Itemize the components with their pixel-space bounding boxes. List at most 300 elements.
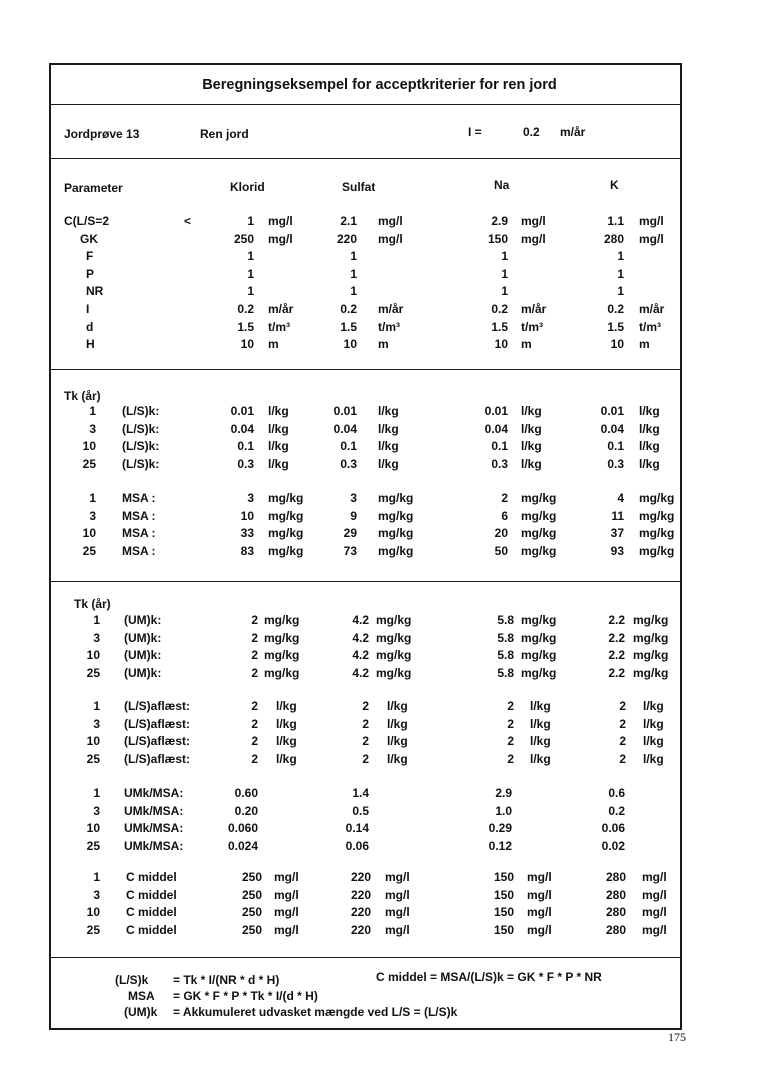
cell-unit: m <box>639 337 650 352</box>
tk-value: 25 <box>82 543 96 558</box>
aflaest-label: (L/S)aflæst: <box>124 716 190 731</box>
c-middel-label: C middel <box>126 905 177 919</box>
cell-unit: mg/kg <box>521 526 557 540</box>
tk-value: 10 <box>86 648 100 662</box>
cell-value: 220 <box>350 922 371 937</box>
cell-unit: m <box>378 337 389 352</box>
cell-value: 2.9 <box>491 214 508 228</box>
cell-value: 250 <box>241 870 262 884</box>
tk-value: 10 <box>86 821 100 835</box>
cell-value: 0.01 <box>600 404 624 418</box>
cell-value: 0.6 <box>608 786 625 800</box>
cell-unit: mg/l <box>385 887 410 902</box>
column-header-k: K <box>610 178 619 192</box>
divider-section3 <box>51 957 680 958</box>
msa-label: MSA : <box>122 526 156 540</box>
cell-unit: mg/l <box>642 922 667 937</box>
cell-unit: mg/l <box>521 231 546 246</box>
tk-value: 25 <box>86 922 100 937</box>
cell-value: 0.2 <box>340 302 357 316</box>
tk-value: 10 <box>82 439 96 453</box>
cell-unit: l/kg <box>387 751 408 766</box>
cell-value: 2 <box>251 613 258 627</box>
cell-unit: mg/l <box>521 214 546 228</box>
parameter-label: d <box>86 319 94 334</box>
cell-value: 0.06 <box>601 821 625 835</box>
cell-value: 1 <box>247 214 254 228</box>
cell-unit: l/kg <box>643 751 664 766</box>
ls-label: (L/S)k: <box>122 404 160 418</box>
cell-value: 220 <box>350 905 371 919</box>
ratio-label: UMk/MSA: <box>124 803 184 818</box>
cell-unit: l/kg <box>643 699 664 713</box>
tk-value: 10 <box>82 526 96 540</box>
cell-value: 2 <box>251 734 258 748</box>
column-header-klorid: Klorid <box>230 180 265 194</box>
cell-unit: l/kg <box>378 439 399 453</box>
cell-unit: mg/kg <box>521 665 557 680</box>
msa-label: MSA : <box>122 543 156 558</box>
cell-unit: mg/kg <box>633 613 669 627</box>
cell-value: 20 <box>494 526 508 540</box>
cell-unit: l/kg <box>521 404 542 418</box>
cell-value: 2 <box>619 716 626 731</box>
divider-title <box>51 104 680 105</box>
cell-unit: mg/l <box>527 870 552 884</box>
page-title: Beregningseksempel for acceptkriterier for ren jord <box>202 77 557 93</box>
cell-value: 0.02 <box>601 838 625 853</box>
cell-value: 0.024 <box>227 838 258 853</box>
cell-value: 1 <box>247 249 254 264</box>
cell-unit: mg/kg <box>264 665 300 680</box>
divider-header <box>51 158 680 159</box>
cell-value: 250 <box>233 231 254 246</box>
cell-unit: m/år <box>639 302 665 316</box>
cell-value: 5.8 <box>497 630 514 645</box>
cell-value: 0.3 <box>237 456 254 471</box>
cell-value: 33 <box>240 526 254 540</box>
cell-unit: mg/kg <box>521 491 557 505</box>
formula-ls-eq: = Tk * I/(NR * d * H) <box>173 973 280 987</box>
cell-value: 150 <box>493 887 514 902</box>
cell-value: 1 <box>350 266 357 281</box>
cell-value: 150 <box>493 905 514 919</box>
cell-value: 280 <box>605 870 626 884</box>
cell-value: 1.5 <box>491 319 508 334</box>
cell-unit: l/kg <box>378 456 399 471</box>
cell-unit: l/kg <box>639 439 660 453</box>
cell-value: 4.2 <box>352 665 369 680</box>
tk-value: 1 <box>93 613 100 627</box>
cell-value: 1 <box>617 266 624 281</box>
cell-value: 1 <box>617 249 624 264</box>
tk-value: 1 <box>89 404 96 418</box>
cell-unit: l/kg <box>387 699 408 713</box>
cell-value: 1 <box>617 284 624 299</box>
cell-value: 2 <box>362 751 369 766</box>
cell-value: 6 <box>501 508 508 523</box>
cell-unit: l/kg <box>530 716 551 731</box>
cell-unit: t/m³ <box>639 319 661 334</box>
cell-value: 0.2 <box>237 302 254 316</box>
formula-ls-label: (L/S)k <box>115 973 149 987</box>
cell-value: 1.1 <box>607 214 624 228</box>
um-label: (UM)k: <box>124 665 162 680</box>
cell-value: 1.0 <box>495 803 512 818</box>
cell-unit: mg/kg <box>378 543 414 558</box>
cell-value: 0.04 <box>600 421 624 436</box>
cell-unit: l/kg <box>521 421 542 436</box>
cell-unit: mg/kg <box>633 648 669 662</box>
cell-value: 2 <box>501 491 508 505</box>
cell-value: 10 <box>494 337 508 352</box>
cell-unit: mg/kg <box>521 543 557 558</box>
cell-unit: m/år <box>268 302 294 316</box>
tk-value: 3 <box>93 803 100 818</box>
cell-value: 280 <box>605 922 626 937</box>
cell-value: 1 <box>350 249 357 264</box>
cell-unit: m <box>521 337 532 352</box>
cell-value: 0.01 <box>484 404 508 418</box>
cell-unit: l/kg <box>268 421 289 436</box>
cell-unit: mg/l <box>642 905 667 919</box>
cell-unit: mg/kg <box>376 665 412 680</box>
cell-unit: l/kg <box>268 404 289 418</box>
cell-value: 0.2 <box>491 302 508 316</box>
cell-unit: l/kg <box>387 716 408 731</box>
cell-value: 250 <box>241 887 262 902</box>
cell-value: 1.4 <box>352 786 369 800</box>
parameter-label: C(L/S=2 <box>64 214 110 228</box>
tk-value: 3 <box>93 716 100 731</box>
tk-value: 1 <box>93 786 100 800</box>
column-header-parameter: Parameter <box>64 181 123 195</box>
cell-value: 0.3 <box>607 456 624 471</box>
cell-value: 250 <box>241 905 262 919</box>
infiltration-unit: m/år <box>560 125 586 139</box>
cell-value: 2 <box>251 751 258 766</box>
soil-type: Ren jord <box>200 127 249 141</box>
ratio-label: UMk/MSA: <box>124 786 184 800</box>
tk-value: 25 <box>86 838 100 853</box>
cell-value: 0.60 <box>234 786 258 800</box>
tk-value: 1 <box>89 491 96 505</box>
cell-value: 4.2 <box>352 613 369 627</box>
ratio-label: UMk/MSA: <box>124 838 184 853</box>
cell-unit: mg/kg <box>268 526 304 540</box>
cell-value: 2 <box>362 716 369 731</box>
cell-unit: l/kg <box>378 404 399 418</box>
cell-unit: l/kg <box>276 734 297 748</box>
cell-unit: mg/kg <box>639 508 675 523</box>
infiltration-label: I = <box>468 125 482 139</box>
parameter-label: H <box>86 337 95 352</box>
cell-unit: mg/l <box>527 922 552 937</box>
cell-value: 0.01 <box>230 404 254 418</box>
cell-value: 1.5 <box>607 319 624 334</box>
cell-unit: m <box>268 337 279 352</box>
parameter-label: I <box>86 302 90 316</box>
msa-label: MSA : <box>122 491 156 505</box>
um-label: (UM)k: <box>124 648 162 662</box>
cell-value: 0.2 <box>607 302 624 316</box>
cell-value: 4 <box>617 491 624 505</box>
ls-label: (L/S)k: <box>122 439 160 453</box>
cell-value: 11 <box>611 508 624 523</box>
cell-value: 280 <box>605 905 626 919</box>
parameter-label: GK <box>80 231 98 246</box>
tk-label-section2: Tk (år) <box>64 389 101 403</box>
cell-value: 2 <box>251 665 258 680</box>
cell-value: 9 <box>350 508 357 523</box>
cell-value: 1 <box>501 266 508 281</box>
cell-value: 2 <box>362 734 369 748</box>
ls-label: (L/S)k: <box>122 456 160 471</box>
cell-value: 220 <box>336 231 357 246</box>
cell-value: 1 <box>350 284 357 299</box>
cell-unit: mg/kg <box>376 630 412 645</box>
cell-value: 280 <box>603 231 624 246</box>
tk-value: 1 <box>93 870 100 884</box>
cell-unit: l/kg <box>268 456 289 471</box>
cell-value: 0.060 <box>227 821 258 835</box>
cell-unit: mg/l <box>385 870 410 884</box>
cell-unit: mg/kg <box>378 491 414 505</box>
cell-value: 0.1 <box>607 439 624 453</box>
cell-value: 220 <box>350 887 371 902</box>
cell-unit: l/kg <box>387 734 408 748</box>
formula-c-middel: C middel = MSA/(L/S)k = GK * F * P * NR <box>376 970 602 984</box>
cell-unit: mg/kg <box>376 613 412 627</box>
cell-unit: mg/l <box>642 887 667 902</box>
cell-unit: mg/kg <box>268 491 304 505</box>
cell-unit: mg/kg <box>268 543 304 558</box>
cell-value: 0.3 <box>491 456 508 471</box>
tk-value: 25 <box>86 751 100 766</box>
cell-unit: l/kg <box>378 421 399 436</box>
cell-value: 2 <box>619 751 626 766</box>
tk-value: 10 <box>86 734 100 748</box>
divider-params <box>51 369 680 370</box>
cell-unit: mg/kg <box>521 613 557 627</box>
cell-value: 5.8 <box>497 613 514 627</box>
cell-value: 29 <box>343 526 357 540</box>
cell-value: 10 <box>610 337 624 352</box>
aflaest-label: (L/S)aflæst: <box>124 699 190 713</box>
cell-unit: l/kg <box>521 456 542 471</box>
cell-value: 2.9 <box>495 786 512 800</box>
cell-unit: l/kg <box>639 456 660 471</box>
cell-unit: l/kg <box>276 699 297 713</box>
tk-label-section3: Tk (år) <box>74 597 111 611</box>
cell-unit: mg/kg <box>376 648 412 662</box>
cell-value: 2.2 <box>608 613 625 627</box>
c-middel-label: C middel <box>126 922 177 937</box>
cell-value: 2 <box>251 648 258 662</box>
cell-value: 37 <box>610 526 624 540</box>
cell-value: 1 <box>247 284 254 299</box>
cell-unit: mg/l <box>268 231 293 246</box>
cell-unit: l/kg <box>276 751 297 766</box>
cell-unit: l/kg <box>639 421 660 436</box>
cell-value: 1.5 <box>237 319 254 334</box>
cell-unit: l/kg <box>643 734 664 748</box>
cell-unit: mg/kg <box>378 508 414 523</box>
cell-value: 10 <box>240 337 254 352</box>
cell-unit: l/kg <box>276 716 297 731</box>
cell-unit: mg/l <box>642 870 667 884</box>
tk-value: 3 <box>89 508 96 523</box>
cell-unit: mg/kg <box>378 526 414 540</box>
cell-value: 2.2 <box>608 648 625 662</box>
cell-value: 2.1 <box>340 214 357 228</box>
tk-value: 1 <box>93 699 100 713</box>
cell-unit: mg/l <box>268 214 293 228</box>
cell-unit: mg/kg <box>633 630 669 645</box>
tk-value: 10 <box>86 905 100 919</box>
cell-value: 0.1 <box>237 439 254 453</box>
c-middel-label: C middel <box>126 887 177 902</box>
sample-label: Jordprøve 13 <box>64 127 140 141</box>
cell-unit: mg/l <box>378 231 403 246</box>
cell-unit: l/kg <box>521 439 542 453</box>
cell-value: 2 <box>507 699 514 713</box>
cell-unit: mg/l <box>274 922 299 937</box>
cell-unit: mg/l <box>639 231 664 246</box>
cell-unit: mg/kg <box>264 630 300 645</box>
cell-unit: l/kg <box>268 439 289 453</box>
cell-value: 4.2 <box>352 648 369 662</box>
parameter-label: P <box>86 266 95 281</box>
cell-unit: mg/kg <box>521 508 557 523</box>
cell-value: 0.04 <box>484 421 508 436</box>
cell-value: 150 <box>493 870 514 884</box>
parameter-label: NR <box>86 284 104 299</box>
tk-value: 25 <box>86 665 100 680</box>
cell-value: 3 <box>247 491 254 505</box>
cell-unit: mg/kg <box>639 491 675 505</box>
cell-unit: mg/l <box>385 922 410 937</box>
cell-unit: mg/kg <box>264 648 300 662</box>
cell-value: 2 <box>507 751 514 766</box>
cell-value: 10 <box>240 508 254 523</box>
cell-value: 0.20 <box>234 803 258 818</box>
cell-unit: mg/l <box>527 905 552 919</box>
cell-value: 1.5 <box>340 319 357 334</box>
tk-value: 25 <box>82 456 96 471</box>
cell-value: 10 <box>343 337 357 352</box>
cell-value: 5.8 <box>497 665 514 680</box>
cell-value: 0.29 <box>488 821 512 835</box>
cell-unit: m/år <box>521 302 547 316</box>
divider-section2 <box>51 581 680 582</box>
cell-unit: t/m³ <box>521 319 543 334</box>
infiltration-value: 0.2 <box>523 125 540 139</box>
cell-unit: mg/kg <box>268 508 304 523</box>
tk-value: 3 <box>89 421 96 436</box>
cell-value: 3 <box>350 491 357 505</box>
cell-unit: mg/l <box>378 214 403 228</box>
cell-value: 0.5 <box>352 803 369 818</box>
cell-value: 0.1 <box>491 439 508 453</box>
cell-value: 1 <box>247 266 254 281</box>
tk-value: 3 <box>93 630 100 645</box>
cell-unit: mg/kg <box>639 543 675 558</box>
cell-value: 250 <box>241 922 262 937</box>
cell-unit: m/år <box>378 302 404 316</box>
cell-value: 0.14 <box>345 821 369 835</box>
cell-value: 220 <box>350 870 371 884</box>
aflaest-label: (L/S)aflæst: <box>124 751 190 766</box>
cell-unit: mg/kg <box>264 613 300 627</box>
tk-value: 3 <box>93 887 100 902</box>
cell-value: 2 <box>619 699 626 713</box>
cell-unit: mg/l <box>639 214 664 228</box>
cell-value: 150 <box>493 922 514 937</box>
less-than-sign: < <box>184 214 192 228</box>
cell-value: 0.1 <box>340 439 357 453</box>
cell-unit: mg/l <box>385 905 410 919</box>
page-number: 175 <box>668 1030 686 1044</box>
cell-value: 2 <box>362 699 369 713</box>
cell-unit: l/kg <box>530 751 551 766</box>
cell-value: 1 <box>501 284 508 299</box>
column-header-na: Na <box>494 178 510 192</box>
cell-value: 2 <box>507 734 514 748</box>
formula-um-eq: = Akkumuleret udvasket mængde ved L/S = (L/S)k <box>173 1005 458 1019</box>
cell-value: 2 <box>251 630 258 645</box>
cell-unit: t/m³ <box>268 319 290 334</box>
cell-unit: mg/l <box>274 887 299 902</box>
cell-value: 73 <box>343 543 357 558</box>
um-label: (UM)k: <box>124 630 162 645</box>
cell-value: 0.2 <box>608 803 625 818</box>
cell-unit: mg/kg <box>639 526 675 540</box>
formula-um-label: (UM)k <box>124 1005 158 1019</box>
cell-unit: t/m³ <box>378 319 400 334</box>
cell-value: 2 <box>251 699 258 713</box>
cell-value: 2 <box>251 716 258 731</box>
cell-value: 0.3 <box>340 456 357 471</box>
ls-label: (L/S)k: <box>122 421 160 436</box>
cell-value: 280 <box>605 887 626 902</box>
cell-value: 2 <box>619 734 626 748</box>
cell-value: 150 <box>487 231 508 246</box>
cell-unit: mg/kg <box>633 665 669 680</box>
c-middel-label: C middel <box>126 870 177 884</box>
cell-value: 1 <box>501 249 508 264</box>
cell-value: 0.04 <box>333 421 357 436</box>
aflaest-label: (L/S)aflæst: <box>124 734 190 748</box>
msa-label: MSA : <box>122 508 156 523</box>
cell-value: 2.2 <box>608 665 625 680</box>
cell-value: 83 <box>240 543 254 558</box>
cell-value: 2 <box>507 716 514 731</box>
formula-msa-label: MSA <box>128 989 155 1003</box>
ratio-label: UMk/MSA: <box>124 821 184 835</box>
um-label: (UM)k: <box>124 613 162 627</box>
cell-value: 0.01 <box>333 404 357 418</box>
cell-unit: mg/l <box>274 870 299 884</box>
cell-unit: l/kg <box>530 734 551 748</box>
cell-unit: mg/l <box>274 905 299 919</box>
cell-value: 0.06 <box>345 838 369 853</box>
cell-unit: l/kg <box>643 716 664 731</box>
cell-unit: mg/l <box>527 887 552 902</box>
cell-value: 5.8 <box>497 648 514 662</box>
cell-value: 4.2 <box>352 630 369 645</box>
column-header-sulfat: Sulfat <box>342 180 376 194</box>
